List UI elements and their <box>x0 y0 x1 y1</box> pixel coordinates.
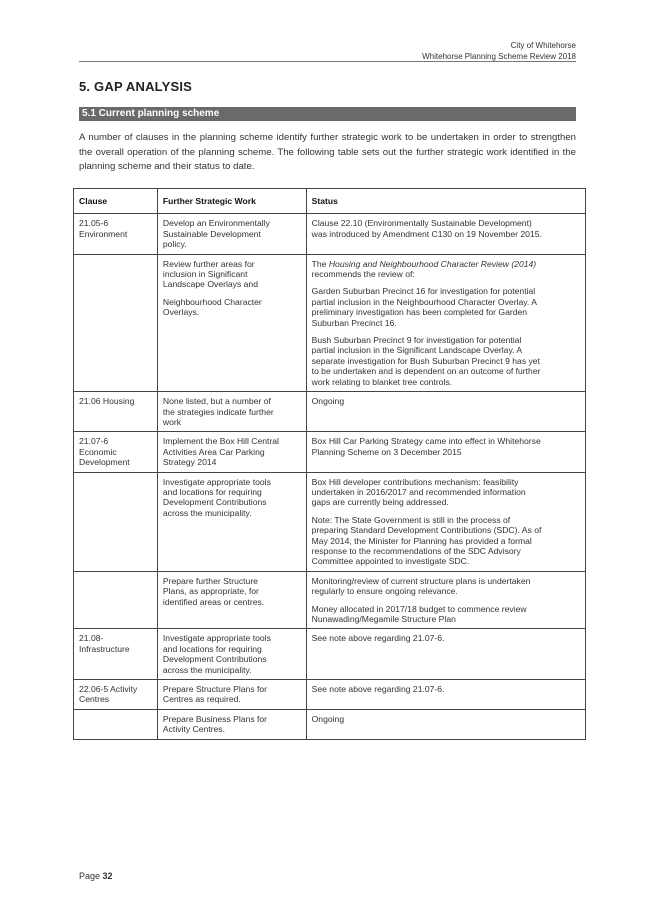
clause-cell <box>74 472 158 571</box>
table-row <box>74 214 586 254</box>
status-paragraph: See note above regarding 21.07-6. <box>311 633 445 644</box>
table-row <box>74 472 586 571</box>
table-row <box>74 629 586 680</box>
clause-cell <box>74 571 158 629</box>
status-paragraph: Bush Suburban Precinct 9 for investigation for potential partial inclusion in the Significant Landscape Overlay. A separate investigation for Bush Suburban Precinct 9 has yet to be undertaken and is dependent on an outcome of further work relating to blanket tree controls. <box>311 335 541 387</box>
work-cell: None listed, but a number of the strategies indicate further work <box>157 392 306 432</box>
column-header-clause: Clause <box>74 189 158 214</box>
table-row <box>74 680 586 710</box>
clause-cell: 22.06-5 Activity Centres <box>74 680 158 710</box>
status-cell <box>306 254 585 391</box>
table-header-row <box>74 189 586 214</box>
work-cell: Prepare Structure Plans for Centres as required. <box>157 680 306 710</box>
status-paragraph: Box Hill Car Parking Strategy came into effect in Whitehorse Planning Scheme on 3 December 2015 <box>311 436 541 457</box>
status-cell <box>306 629 585 680</box>
work-cell: Prepare Business Plans for Activity Centres. <box>157 709 306 739</box>
report-title: Housing and Neighbourhood Character Review (2014) <box>328 258 537 269</box>
clause-cell <box>74 254 158 391</box>
work-cell: Prepare further Structure Plans, as appropriate, for identified areas or centres. <box>157 571 306 629</box>
status-paragraph: Note: The State Government is still in the process of preparing Standard Development Contributions (SDC). As of May 2014, the Minister for Planning has provided a formal response to the recommendations of the SDC Advisory Committee appointed to investigate SDC. <box>311 514 542 567</box>
status-paragraph: Monitoring/review of current structure plans is undertaken regularly to ensure ongoing relevance. <box>311 575 531 597</box>
page-label: Page <box>79 871 103 881</box>
status-paragraph: Money allocated in 2017/18 budget to commence review Nunawading/Megamile Structure Plan <box>311 603 527 624</box>
status-paragraph: Box Hill developer contributions mechanism: feasibility undertaken in 2016/2017 and recommended information gaps are currently being addressed. <box>311 476 526 508</box>
status-cell <box>306 472 585 571</box>
table-row <box>74 432 586 472</box>
subsection-heading-bar: 5.1 Current planning scheme <box>79 107 576 121</box>
clause-cell <box>74 709 158 739</box>
clause-cell: 21.05-6 Environment <box>74 214 158 254</box>
work-cell: Develop an Environmentally Sustainable Development policy. <box>157 214 306 254</box>
work-cell: Investigate appropriate tools and locations for requiring Development Contributions across the municipality. <box>157 472 306 571</box>
work-paragraph: Neighbourhood Character Overlays. <box>162 296 262 318</box>
work-cell <box>157 254 306 391</box>
status-paragraph <box>312 259 580 280</box>
page-footer <box>79 871 113 881</box>
page-number: 32 <box>102 871 113 881</box>
table-row <box>74 254 586 391</box>
clause-cell: 21.06 Housing <box>74 392 158 432</box>
work-cell: Investigate appropriate tools and locations for requiring Development Contributions across the municipality. <box>157 629 306 680</box>
status-paragraph: Garden Suburban Precinct 16 for investigation for potential partial inclusion in the Neighbourhood Character Overlay. A preliminary investigation has been completed for Garden Suburban Precinct 16. <box>311 286 537 328</box>
clause-cell: 21.07-6 Economic Development <box>74 432 158 472</box>
table-row <box>74 571 586 629</box>
gap-analysis-table <box>73 188 586 740</box>
header-organisation: City of Whitehorse <box>510 41 576 50</box>
status-paragraph: See note above regarding 21.07-6. <box>311 684 445 695</box>
status-cell <box>306 571 585 629</box>
column-header-status: Status <box>306 189 585 214</box>
status-cell <box>306 709 585 739</box>
header-document-title: Whitehorse Planning Scheme Review 2018 <box>422 51 576 61</box>
work-cell: Implement the Box Hill Central Activities Area Car Parking Strategy 2014 <box>157 432 306 472</box>
table-row <box>74 709 586 739</box>
work-paragraph: Review further areas for inclusion in Significant Landscape Overlays and <box>162 258 258 290</box>
status-paragraph: Clause 22.10 (Environmentally Sustainable Development) was introduced by Amendment C130 on 19 November 2015. <box>311 218 542 239</box>
column-header-work: Further Strategic Work <box>157 189 306 214</box>
status-cell <box>306 214 585 254</box>
status-paragraph: Ongoing <box>311 713 345 724</box>
status-cell <box>306 432 585 472</box>
clause-cell: 21.08- Infrastructure <box>74 629 158 680</box>
status-lead-text: The <box>311 258 329 269</box>
status-lead-text: recommends the review of: <box>311 269 415 280</box>
table-row <box>74 392 586 432</box>
page-header <box>422 41 576 62</box>
status-cell <box>306 680 585 710</box>
section-title: 5. GAP ANALYSIS <box>79 79 193 94</box>
status-paragraph: Ongoing <box>311 396 345 407</box>
header-divider <box>79 61 576 62</box>
status-cell <box>306 392 585 432</box>
intro-paragraph: A number of clauses in the planning scheme identify further strategic work to be undertaken in order to strengthen the overall operation of the planning scheme. The following table sets out the further strategic work identified in the planning scheme and their status to date. <box>79 132 576 172</box>
